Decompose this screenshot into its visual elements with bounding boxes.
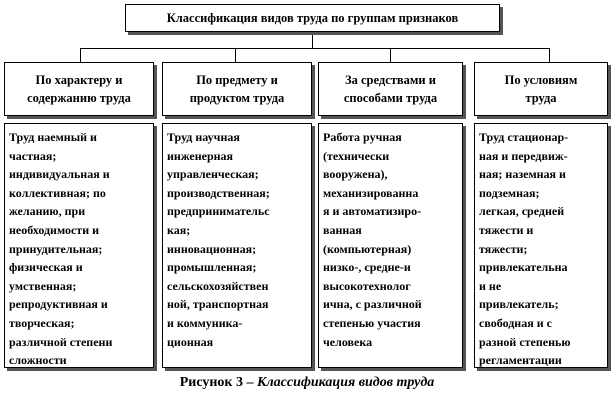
content-line: ционная (167, 334, 214, 349)
group-content-4 (474, 123, 608, 368)
content-line: механизированна (323, 185, 419, 200)
content-line: сложности (9, 353, 67, 368)
content-line: свободная и с (479, 315, 552, 330)
connector-horizontal-bus (80, 48, 549, 49)
group-content-2 (162, 123, 312, 368)
content-line: кая; (167, 222, 191, 237)
group-header-line: По характеру и (35, 73, 123, 87)
caption-prefix: Рисунок 3 – (179, 375, 257, 390)
content-line: Труд научная (167, 130, 240, 144)
connector-title-down (312, 32, 313, 48)
content-line: промышленная; (167, 260, 257, 275)
group-header-line: За средствами и (345, 73, 436, 87)
content-line: тяжести и (479, 222, 534, 237)
content-line: ванная (323, 222, 362, 237)
group-header-line: труда (525, 91, 557, 105)
content-line: и не (479, 278, 502, 293)
caption-title: Классификация видов труда (256, 375, 435, 390)
content-line: ична, с различной (323, 297, 422, 312)
content-line: различной степени (9, 334, 113, 349)
group-header-3 (318, 62, 463, 116)
content-line: необходимости и (9, 222, 100, 237)
content-line: и коммуника- (167, 315, 243, 330)
content-line: степенью участия (323, 315, 421, 330)
content-line: я и автоматизиро- (323, 204, 422, 219)
group-header-line: По предмету и (196, 73, 278, 87)
content-line: вооружена), (323, 167, 388, 182)
content-line: принудительная; (9, 241, 103, 256)
content-line: регламентации (479, 353, 562, 368)
content-line: творческая; (9, 315, 75, 330)
content-line: умственная; (9, 278, 77, 293)
group-content-3 (318, 123, 463, 368)
content-line: Работа ручная (323, 130, 402, 144)
content-line: сельскохозяйствен (167, 278, 269, 293)
content-line: репродуктивная и (9, 297, 108, 312)
content-line: индивидуальная и (9, 167, 110, 182)
group-header-line: содержанию труда (27, 91, 131, 105)
content-line: высокотехнолог (323, 278, 411, 293)
group-header-line: По условиям (504, 73, 578, 87)
content-line: желанию, при (9, 204, 86, 219)
content-line: предпринимательс (167, 204, 270, 219)
content-line: человека (323, 334, 373, 349)
group-header-line: продуктом труда (189, 91, 285, 105)
content-line: тяжести; (479, 241, 528, 256)
group-header-line: способами труда (343, 91, 438, 105)
content-line: ной, транспортная (167, 297, 269, 312)
group-header-2 (162, 62, 312, 116)
figure-caption (0, 375, 614, 391)
diagram-title: Классификация видов труда по группам признаков (166, 11, 459, 25)
content-line: подземная; (479, 185, 540, 200)
content-line: разной степенью (479, 334, 571, 349)
group-header-4 (474, 62, 608, 116)
content-line: управленческая; (167, 167, 259, 182)
content-line: низко-, средне-и (323, 260, 411, 275)
content-line: производственная; (167, 185, 270, 200)
content-line: ная и передвиж- (479, 148, 568, 163)
diagram-title-box (125, 4, 500, 32)
content-line: физическая и (9, 260, 83, 275)
connector-drop-2 (235, 48, 236, 62)
content-line: инновационная; (167, 241, 257, 256)
connector-drop-4 (549, 48, 550, 62)
group-content-1 (4, 123, 154, 368)
content-line: ная; наземная и (479, 167, 566, 182)
content-line: Труд стационар- (479, 130, 569, 144)
group-header-1 (4, 62, 154, 116)
content-line: привлекатель; (479, 297, 559, 312)
content-line: легкая, средней (479, 204, 565, 219)
connector-drop-1 (80, 48, 81, 62)
content-line: частная; (9, 148, 57, 163)
connector-drop-3 (390, 48, 391, 62)
content-line: (технически (323, 148, 390, 163)
content-line: (компьютерная) (323, 241, 412, 256)
content-line: инженерная (167, 148, 234, 163)
content-line: Труд наемный и (9, 130, 97, 144)
content-line: привлекательна (479, 260, 568, 275)
content-line: коллективная; по (9, 185, 106, 200)
